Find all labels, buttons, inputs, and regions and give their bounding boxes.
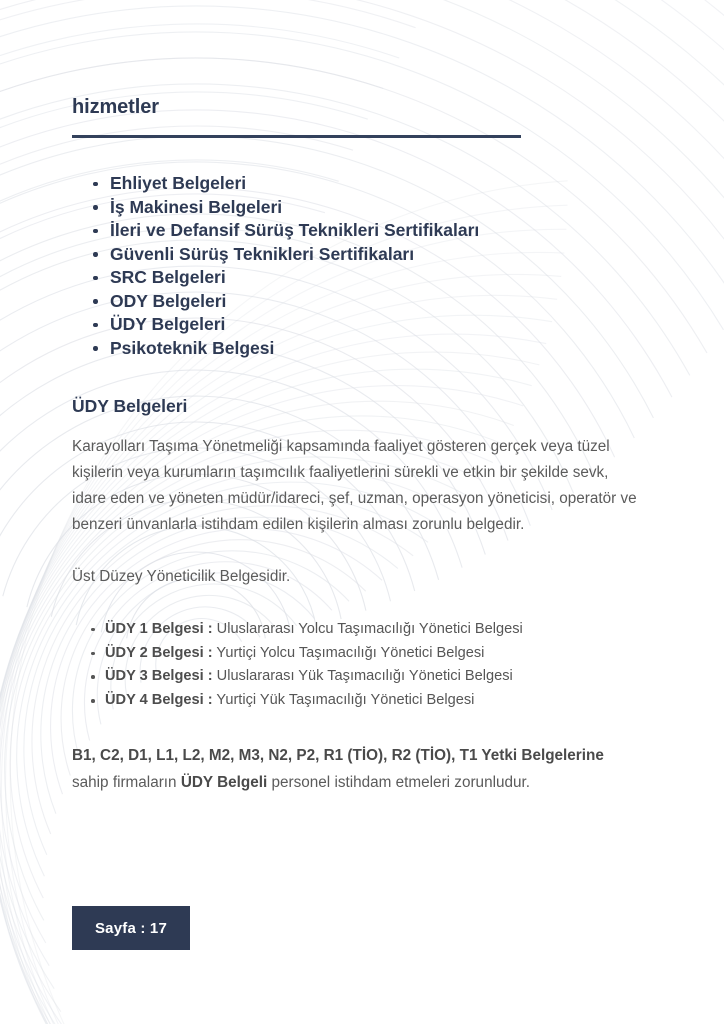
services-list-item: Güvenli Sürüş Teknikleri Sertifikaları [72, 243, 652, 267]
udy-document-list [72, 590, 652, 713]
udy-description-paragraph: Karayolları Taşıma Yönetmeliği kapsamında faaliyet gösteren gerçek veya tüzel kişilerin veya kurumların taşımcılık faaliyetlerini sürekli ve etkin bir şekilde sevk, idare eden ve yöneten müdür/idareci, şef, uzman, operasyon yöneticisi, operatör ve benzeri ünvanlarla istihdam edilen kişilerin alması zorunlu belgedir. [72, 437, 637, 533]
services-list-item: ÜDY Belgeleri [72, 313, 652, 337]
closing-mid-text: sahip firmaların [72, 774, 181, 792]
udy-list-item-text: Uluslararası Yük Taşımacılığı Yönetici Belgesi [212, 668, 513, 685]
closing-bold-certificates: B1, C2, D1, L1, L2, M2, M3, N2, P2, R1 (TİO), R2 (TİO), T1 Yetki Belgelerine [72, 747, 604, 765]
udy-list-item-label: ÜDY 1 Belgesi : [105, 620, 213, 637]
closing-tail-text: personel istihdam etmeleri zorunludur. [267, 774, 530, 792]
udy-list-item [72, 689, 652, 713]
services-list-item: İş Makinesi Belgeleri [72, 196, 652, 220]
udy-list-item-label: ÜDY 4 Belgesi : [105, 692, 213, 709]
services-list-item: SRC Belgeleri [72, 266, 652, 290]
udy-list-item [72, 618, 652, 642]
services-list-item: Ehliyet Belgeleri [72, 172, 652, 196]
closing-bold-udy: ÜDY Belgeli [180, 774, 268, 792]
page-content [72, 0, 652, 796]
closing-paragraph [72, 713, 634, 796]
udy-list-item [72, 665, 652, 689]
udy-list-item-text: Yurtiçi Yük Taşımacılığı Yönetici Belgesi [212, 692, 475, 709]
udy-list-item-label: ÜDY 2 Belgesi : [105, 644, 213, 661]
services-list [72, 138, 652, 360]
udy-subtitle-paragraph: Üst Düzey Yöneticilik Belgesidir. [72, 567, 291, 585]
services-list-item: Psikoteknik Belgesi [72, 337, 652, 361]
page-number-badge [72, 906, 190, 950]
page-title: hizmetler [72, 96, 159, 118]
udy-list-item [72, 642, 652, 666]
services-list-item: İleri ve Defansif Sürüş Teknikleri Sertifikaları [72, 219, 652, 243]
udy-list-item-text: Yurtiçi Yolcu Taşımacılığı Yönetici Belgesi [212, 644, 485, 661]
section-heading-udy: ÜDY Belgeleri [72, 396, 188, 416]
udy-list-item-text: Uluslararası Yolcu Taşımacılığı Yönetici Belgesi [212, 620, 523, 637]
services-list-item: ODY Belgeleri [72, 290, 652, 314]
page-number-label: Sayfa : 17 [94, 919, 168, 937]
udy-list-item-label: ÜDY 3 Belgesi : [105, 668, 213, 685]
